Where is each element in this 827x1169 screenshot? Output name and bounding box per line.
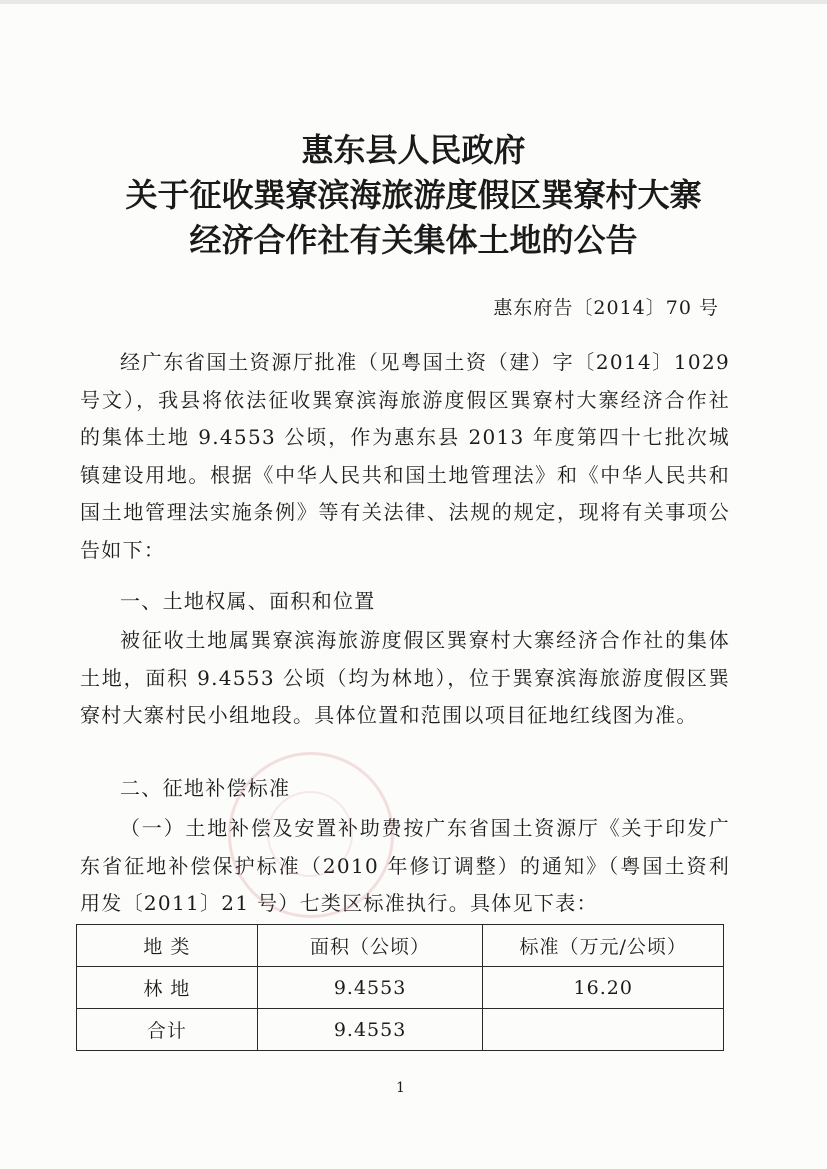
table-header-row (77, 925, 724, 967)
table-header-area: 面积（公顷） (257, 925, 483, 967)
table-cell-total-area: 9.4553 (257, 1009, 483, 1051)
table-row (77, 967, 724, 1009)
table-cell-area: 9.4553 (257, 967, 483, 1009)
title-line-2: 关于征收巽寮滨海旅游度假区巽寮村大寨 (125, 176, 702, 214)
table-header-land-type: 地 类 (77, 925, 258, 967)
table-header-standard: 标准（万元/公顷） (483, 925, 724, 967)
table-row (77, 1009, 724, 1051)
title-line-3: 经济合作社有关集体土地的公告 (189, 221, 638, 259)
seal-inner-ring (267, 791, 353, 877)
table-cell-total-label: 合计 (77, 1009, 258, 1051)
section-1-text: 被征收土地属巽寮滨海旅游度假区巽寮村大寨经济合作社的集体土地，面积 9.4553 公顷（均为林地），位于巽寮滨海旅游度假区巽寮村大寨村民小组地段。具体位置和范围以项目征地红线图为准。 (80, 628, 730, 727)
compensation-item-1-text: （一）土地补偿及安置补助费按广东省国土资源厅《关于印发广东省征地补偿保护标准（2010 年修订调整）的通知》（粤国土资利用发〔2011〕21 号）七类区标准执行。具体见下表： (80, 816, 730, 915)
intro-paragraph (80, 344, 730, 569)
compensation-table (76, 924, 724, 1051)
table-cell-total-standard (483, 1009, 724, 1051)
compensation-item-1 (80, 810, 730, 923)
section-heading-2: 二、征地补偿标准 (120, 776, 291, 800)
faded-official-seal (228, 752, 394, 918)
table-cell-standard: 16.20 (483, 967, 724, 1009)
scan-edge (0, 0, 827, 4)
title-line-1: 惠东县人民政府 (301, 131, 526, 169)
document-number: 惠东府告〔2014〕70 号 (493, 297, 719, 319)
page-number: 1 (396, 1080, 405, 1096)
intro-text: 经广东省国土资源厅批准（见粤国土资（建）字〔2014〕1029号文），我县将依法征收巽寮滨海旅游度假区巽寮村大寨经济合作社的集体土地 9.4553 公顷，作为惠东县 2013 年度第四十七批次城镇建设用地。根据《中华人民共和国土地管理法》和《中华人民共和国土地管理法实施条例》等有关法律、法规的规定，现将有关事项公告如下： (80, 350, 730, 562)
table-cell-land-type: 林 地 (77, 967, 258, 1009)
document-title (0, 128, 827, 263)
section-1-paragraph (80, 622, 730, 735)
section-heading-1: 一、土地权属、面积和位置 (120, 589, 376, 613)
